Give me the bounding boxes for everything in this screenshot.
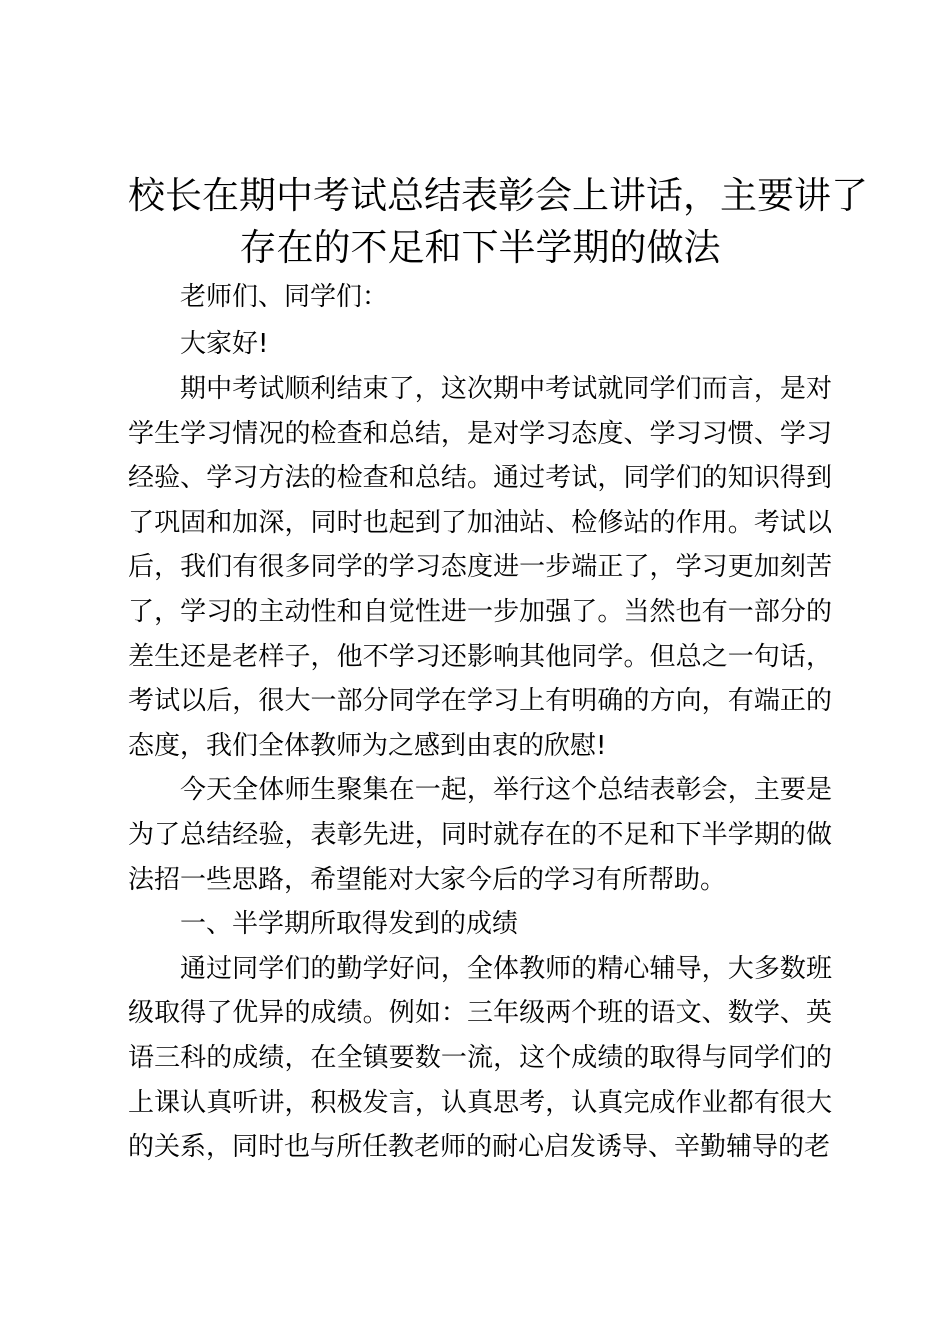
body-paragraph-3: 通过同学们的勤学好问，全体教师的精心辅导，大多数班级取得了优异的成绩。例如：三年级两个班的语文、数学、英语三科的成绩，在全镇要数一流，这个成绩的取得与同学们的上课认真听讲，积极发言，认真思考，认真完成作业都有很大的关系，同时也与所任教老师的耐心启发诱导、辛勤辅导的老 [128, 953, 832, 1163]
title-line-1: 校长在期中考试总结表彰会上讲话，主要讲了 [128, 174, 868, 217]
greeting-paragraph: 老师们、同学们： [180, 282, 389, 312]
title-line-2: 存在的不足和下半学期的做法 [239, 226, 721, 269]
body-paragraph-1: 期中考试顺利结束了，这次期中考试就同学们而言，是对学生学习情况的检查和总结，是对学习态度、学习习惯、学习经验、学习方法的检查和总结。通过考试，同学们的知识得到了巩固和加深，同时也起到了加油站、检修站的作用。考试以后，我们有很多同学的学习态度进一步端正了，学习更加刻苦了，学习的主动性和自觉性进一步加强了。当然也有一部分的差生还是老样子，他不学习还影响其他同学。但总之一句话，考试以后，很大一部分同学在学习上有明确的方向，有端正的态度，我们全体教师为之感到由衷的欣慰! [128, 374, 832, 761]
section-heading: 一、半学期所取得发到的成绩 [180, 909, 519, 940]
salutation-paragraph: 大家好! [180, 328, 269, 359]
body-paragraph-2: 今天全体师生聚集在一起，举行这个总结表彰会，主要是为了总结经验，表彰先进，同时就存在的不足和下半学期的做法招一些思路，希望能对大家今后的学习有所帮助。 [128, 775, 832, 895]
document-title [128, 170, 868, 274]
document-body [128, 274, 832, 1170]
document-content [128, 170, 868, 1170]
